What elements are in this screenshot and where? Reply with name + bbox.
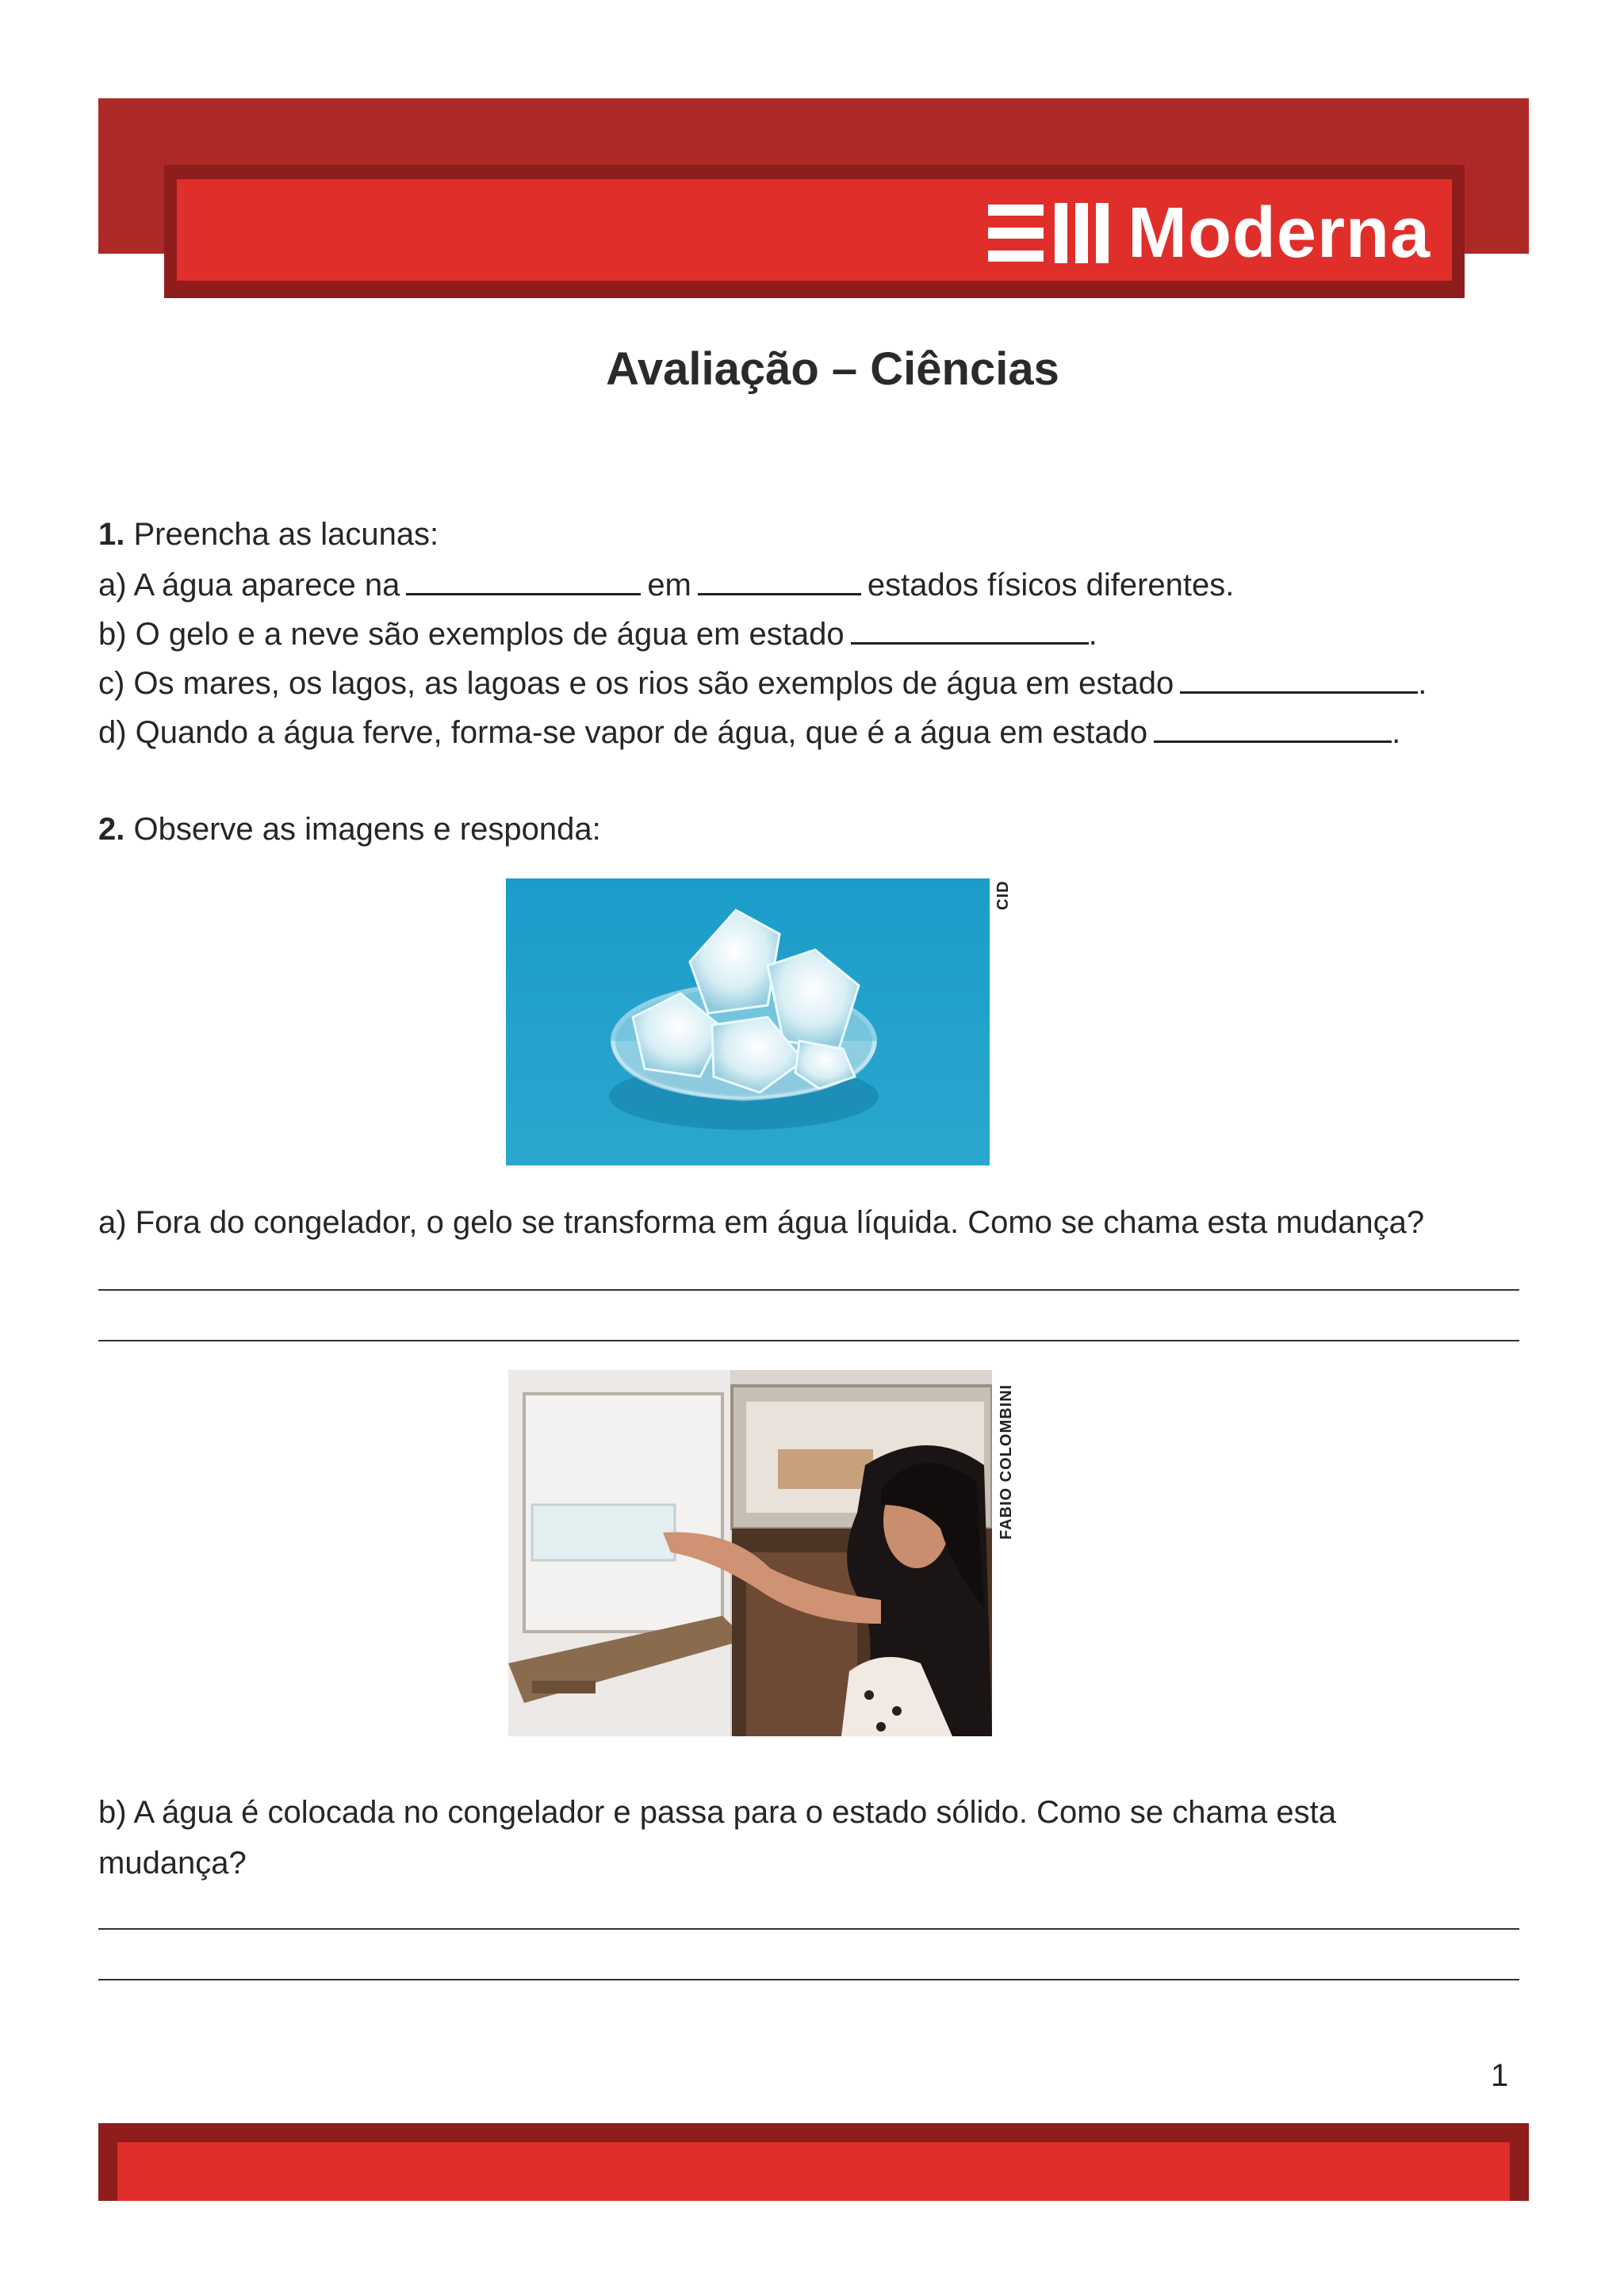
answer-line-a1[interactable] bbox=[98, 1289, 1519, 1291]
q1-a-text-end: estados físicos diferentes. bbox=[867, 568, 1235, 603]
footer-inner-panel bbox=[117, 2142, 1510, 2201]
q1-item-a bbox=[98, 564, 1234, 604]
brand-logo bbox=[988, 193, 1431, 273]
q1-b-text: b) O gelo e a neve são exemplos de água em estado bbox=[98, 617, 845, 652]
q1-prompt: Preencha as lacunas: bbox=[133, 517, 439, 552]
q2-question-b-line2: mudança? bbox=[98, 1846, 247, 1881]
q1-number: 1. bbox=[98, 517, 125, 552]
moderna-logo-icon bbox=[988, 200, 1107, 266]
q1-prompt-line bbox=[98, 515, 439, 553]
q2-number: 2. bbox=[98, 812, 125, 847]
q1-a-blank-1[interactable] bbox=[406, 564, 641, 595]
answer-line-a2[interactable] bbox=[98, 1340, 1519, 1341]
q1-a-text-mid: em bbox=[647, 568, 691, 603]
q2-prompt: Observe as imagens e responda: bbox=[133, 812, 601, 847]
q2-prompt-line bbox=[98, 810, 601, 848]
q1-d-blank[interactable] bbox=[1154, 712, 1392, 743]
freezer-photo bbox=[508, 1370, 992, 1736]
q1-b-period: . bbox=[1088, 617, 1097, 652]
q1-a-text-start: a) A água aparece na bbox=[98, 568, 400, 603]
page-number: 1 bbox=[1491, 2058, 1509, 2093]
q1-d-period: . bbox=[1392, 715, 1401, 750]
q1-a-blank-2[interactable] bbox=[698, 564, 861, 595]
brand-name: Moderna bbox=[1127, 193, 1431, 273]
q2-question-b-line1: b) A água é colocada no congelador e passa para o estado sólido. Como se chama esta bbox=[98, 1795, 1337, 1830]
page-title: Avaliação – Ciências bbox=[606, 343, 1059, 395]
answer-line-b1[interactable] bbox=[98, 1928, 1519, 1930]
q1-item-c bbox=[98, 663, 1427, 702]
photo1-credit: CID bbox=[994, 880, 1012, 910]
photo2-credit: FABIO COLOMBINI bbox=[998, 1383, 1015, 1540]
q1-c-blank[interactable] bbox=[1180, 663, 1418, 694]
q2-question-a: a) Fora do congelador, o gelo se transforma em água líquida. Como se chama esta mudança? bbox=[98, 1205, 1425, 1240]
ice-dish-photo bbox=[506, 878, 990, 1165]
q1-item-d bbox=[98, 712, 1400, 752]
answer-line-b2[interactable] bbox=[98, 1979, 1519, 1980]
q1-c-period: . bbox=[1418, 666, 1427, 701]
q1-c-text: c) Os mares, os lagos, as lagoas e os rios são exemplos de água em estado bbox=[98, 666, 1174, 701]
q1-b-blank[interactable] bbox=[851, 614, 1089, 645]
q1-d-text: d) Quando a água ferve, forma-se vapor de água, que é a água em estado bbox=[98, 715, 1148, 750]
q1-item-b bbox=[98, 614, 1097, 653]
